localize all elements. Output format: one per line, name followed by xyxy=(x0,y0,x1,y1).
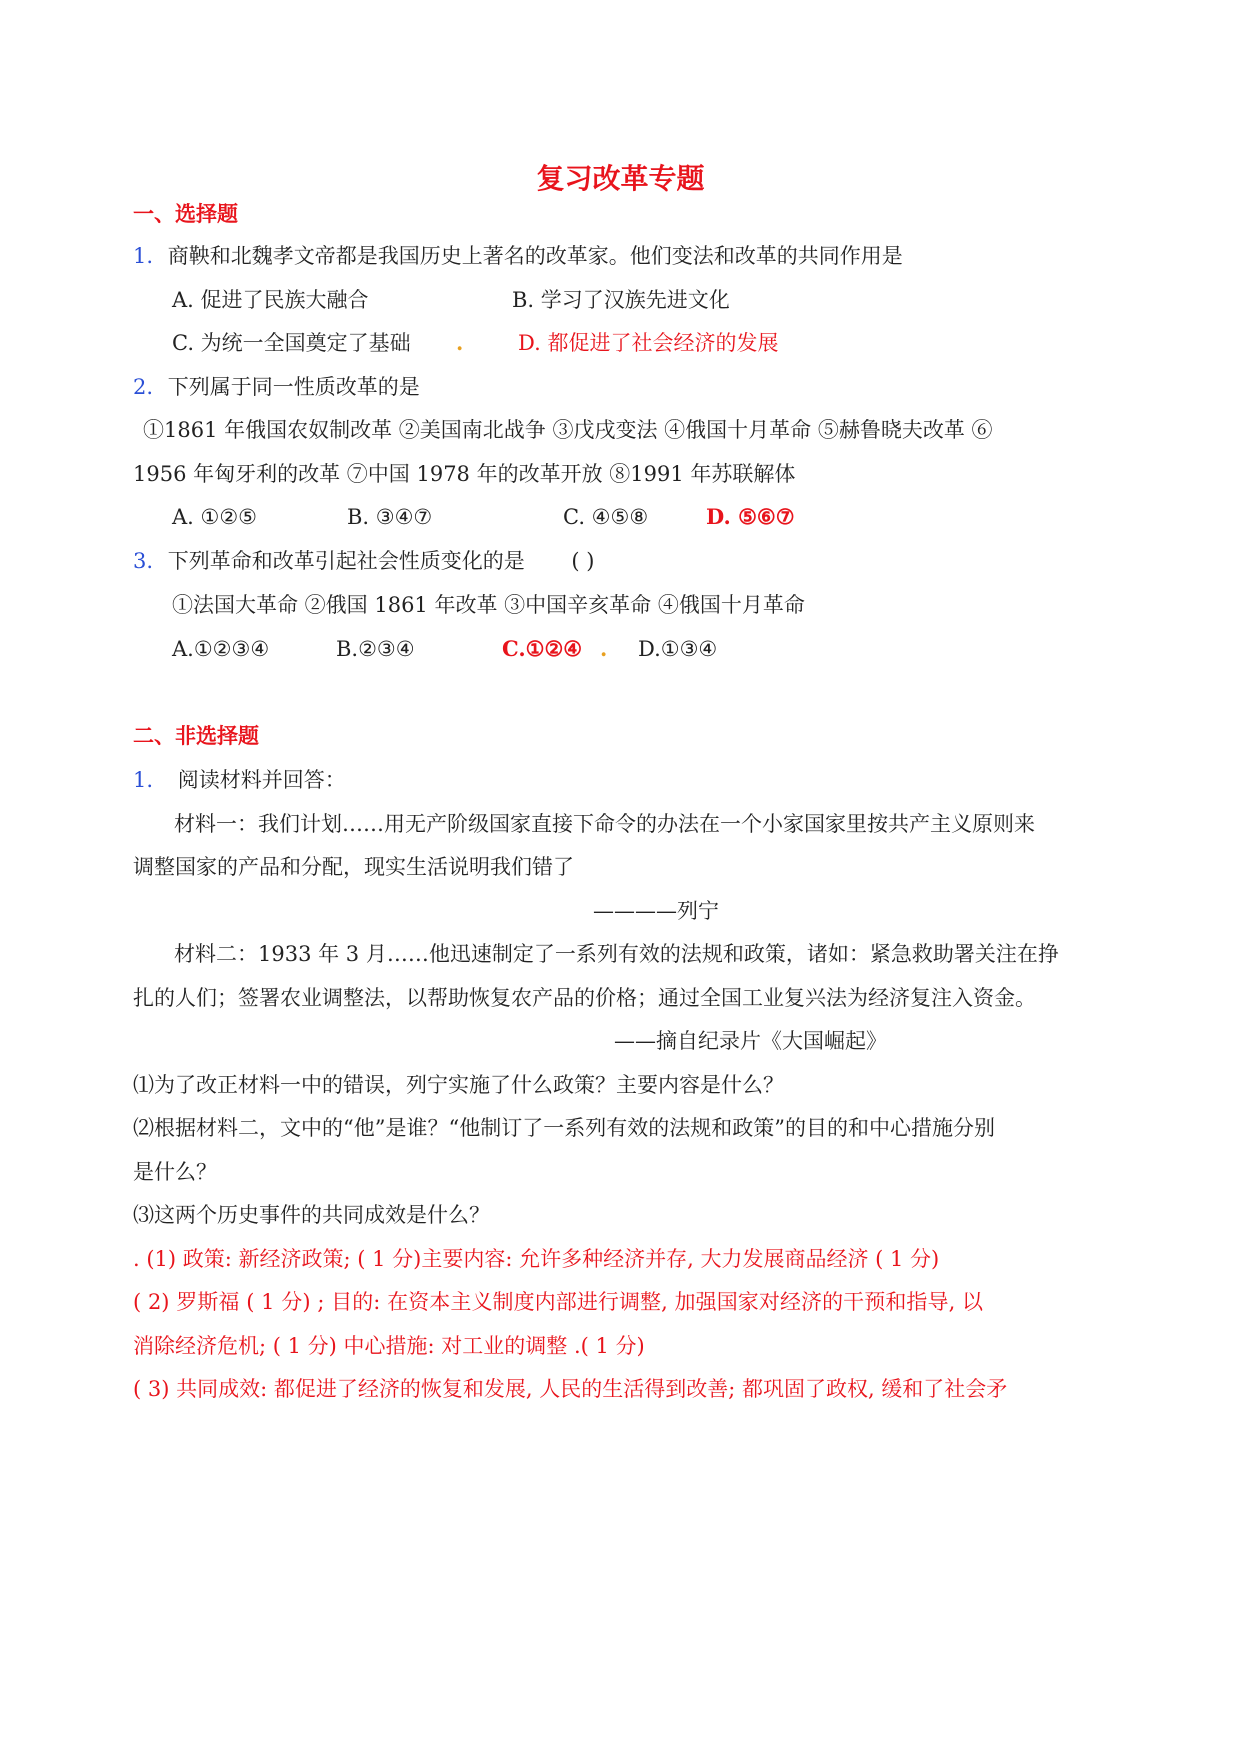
question-3 xyxy=(133,547,594,575)
question-items-line1: ①1861 年俄国农奴制改革 ②美国南北战争 ③戊戌变法 ④俄国十月革命 ⑤赫鲁晓夫改革 ⑥ xyxy=(143,418,993,442)
material-1-line2: 调整国家的产品和分配，现实生活说明我们错了 xyxy=(133,855,574,879)
option-a: A. ①②⑤ xyxy=(172,505,257,529)
question-items: ①法国大革命 ②俄国 1861 年改革 ③中国辛亥革命 ④俄国十月革命 xyxy=(172,593,805,617)
question-items-line2: 1956 年匈牙利的改革 ⑦中国 1978 年的改革开放 ⑧1991 年苏联解体 xyxy=(133,462,796,486)
sub-question-3: ⑶这两个历史事件的共同成效是什么？ xyxy=(133,1203,490,1227)
stray-dot-mark: . xyxy=(456,330,464,355)
option-d-answer: D. 都促进了社会经济的发展 xyxy=(518,331,779,355)
question-number: 1. xyxy=(133,244,154,268)
material-2-line1: 材料二：1933 年 3 月……他迅速制定了一系列有效的法规和政策，诸如：紧急救助署关注在挣 xyxy=(174,942,1059,966)
section-heading-non-choice: 二、非选择题 xyxy=(133,724,259,748)
option-d-answer: D. ⑤⑥⑦ xyxy=(706,504,795,529)
question-2 xyxy=(133,373,420,401)
option-b: B. 学习了汉族先进文化 xyxy=(512,288,730,312)
question-number: 1. xyxy=(133,768,154,792)
section-heading-choice: 一、选择题 xyxy=(133,202,238,226)
material-2-line2: 扎的人们；签署农业调整法，以帮助恢复农产品的价格；通过全国工业复兴法为经济复注入资金。 xyxy=(133,986,1036,1010)
answer-blank: ( ) xyxy=(571,549,595,573)
answer-1: . (1) 政策: 新经济政策; ( 1 分)主要内容: 允许多种经济并存, 大力发展商品经济 ( 1 分) xyxy=(133,1247,940,1271)
answer-3: ( 3) 共同成效: 都促进了经济的恢复和发展, 人民的生活得到改善; 都巩固了政权, 缓和了社会矛 xyxy=(133,1377,1008,1401)
problem-1 xyxy=(133,766,346,794)
option-c: C. 为统一全国奠定了基础 xyxy=(172,331,411,355)
question-1 xyxy=(133,242,903,270)
option-b: B. ③④⑦ xyxy=(347,505,433,529)
option-a: A.①②③④ xyxy=(172,637,270,661)
question-stem: 商鞅和北魏孝文帝都是我国历史上著名的改革家。他们变法和改革的共同作用是 xyxy=(167,244,903,268)
question-stem: 下列属于同一性质改革的是 xyxy=(167,375,420,399)
sub-question-1: ⑴为了改正材料一中的错误，列宁实施了什么政策？主要内容是什么？ xyxy=(133,1073,784,1097)
option-c-answer: C.①②④ xyxy=(502,636,583,661)
option-a: A. 促进了民族大融合 xyxy=(172,288,369,312)
material-2-source: ——摘自纪录片《大国崛起》 xyxy=(614,1029,887,1053)
material-1-line1: 材料一：我们计划……用无产阶级国家直接下命令的办法在一个小家国家里按共产主义原则来 xyxy=(174,812,1035,836)
option-b: B.②③④ xyxy=(336,637,415,661)
answer-2-line2: 消除经济危机; ( 1 分) 中心措施: 对工业的调整 .( 1 分) xyxy=(133,1334,645,1358)
sub-question-2-line1: ⑵根据材料二，文中的“他”是谁？“他制订了一系列有效的法规和政策”的目的和中心措施分别 xyxy=(133,1116,995,1140)
option-c: C. ④⑤⑧ xyxy=(563,505,649,529)
question-stem: 阅读材料并回答： xyxy=(177,768,346,792)
option-d: D.①③④ xyxy=(638,637,718,661)
question-stem: 下列革命和改革引起社会性质变化的是 xyxy=(167,549,525,573)
sub-question-2-line2: 是什么？ xyxy=(133,1160,217,1184)
question-number: 2. xyxy=(133,375,154,399)
material-1-source: ————列宁 xyxy=(593,899,719,923)
page-title: 复习改革专题 xyxy=(536,162,705,195)
question-number: 3. xyxy=(133,549,154,573)
stray-dot-mark: . xyxy=(600,636,608,661)
answer-2-line1: ( 2) 罗斯福 ( 1 分) ; 目的: 在资本主义制度内部进行调整, 加强国家对经济的干预和指导, 以 xyxy=(133,1290,983,1314)
